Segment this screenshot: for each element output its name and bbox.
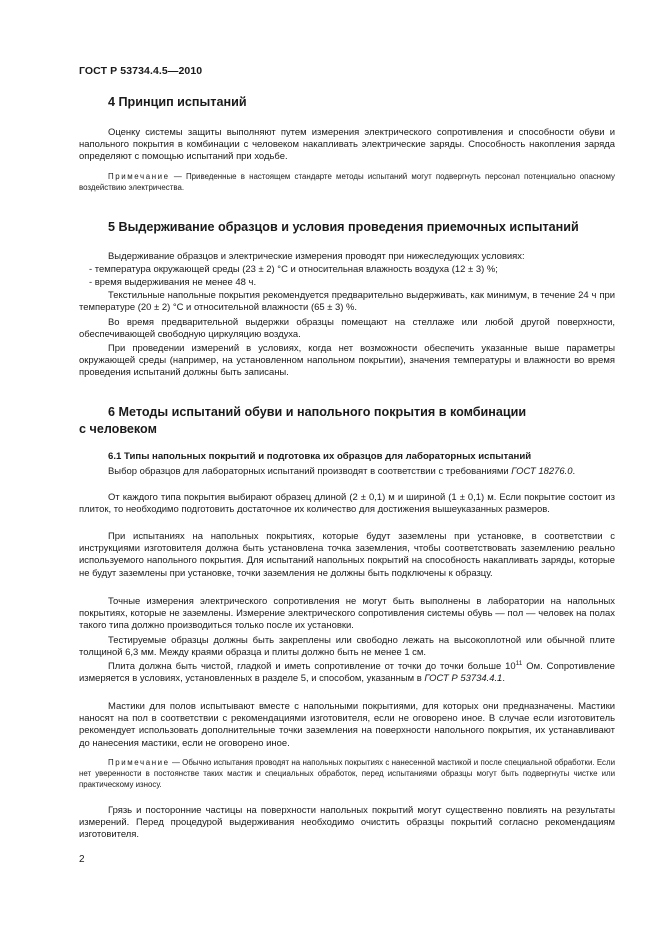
note-text: — Приведенные в настоящем стандарте методы испытаний могут подвергнуть персонал потенциально опасному воздействию электричества. <box>79 172 615 193</box>
section-5-paragraph-2: Текстильные напольные покрытия рекомендуется предварительно выдерживать, как минимум, в течение 24 ч при температуре (20 ± 2) °С и относительной влажности (65 ± 3) %. <box>79 290 615 314</box>
note-label: Примечание <box>108 172 170 181</box>
section-6-paragraph-4: Точные измерения электрического сопротивления не могут быть выполнены в лаборатории на напольных покрытиях, которые не заземлены. Измерение электрического сопротивления системы обувь — пол — человек на полах такого типа должно производиться только после их установки. <box>79 596 615 632</box>
section-4-note <box>79 171 615 193</box>
section-5-paragraph-4: При проведении измерений в условиях, когда нет возможности обеспечить указанные выше параметры окружающей среды (например, на установленном напольном покрытии), значения температуры и влажности во время проведения испытаний должны быть записаны. <box>79 343 615 379</box>
list-item-text: - температура окружающей среды (23 ± 2) °С и относительная влажность воздуха (12 ± 3) %; <box>89 264 498 275</box>
paragraph-text: Ом. Сопротивление измеряется в условиях, установленных в разделе 5, и способом, указанным в <box>79 661 616 685</box>
section-6-title-line-1: 6 Методы испытаний обуви и напольного покрытия в комбинации <box>108 405 527 419</box>
section-6-paragraph-1 <box>79 466 615 478</box>
standard-reference: ГОСТ 18276.0 <box>511 466 573 477</box>
paragraph-text: Плита должна быть чистой, гладкой и иметь сопротивление от точки до точки больше 10 <box>108 661 516 672</box>
section-5-paragraph-1: Выдерживание образцов и электрические измерения проводят при нижеследующих условиях: <box>108 251 525 262</box>
paragraph-text: Выбор образцов для лабораторных испытаний производят в соответствии с требованиями <box>108 466 512 477</box>
section-4-title: 4 Принцип испытаний <box>108 95 247 109</box>
section-4-paragraph: Оценку системы защиты выполняют путем измерения электрического сопротивления и способности обуви и напольного покрытия в комбинации с человеком накапливать электрические заряды. Способность накопления заряда определяют с помощью испытаний при ходьбе. <box>79 127 615 163</box>
note-label: Примечание <box>108 758 170 767</box>
section-6-paragraph-3: При испытаниях на напольных покрытиях, которые будут заземлены при установке, в соответствии с инструкциями изготовителя должна быть установлена точка заземления, чтобы соответствовать заземлению реально используемого напольного покрытия. Для испытаний напольных покрытий на способность накапливать заряды, которые не будут заземлены при установке, точки заземления не должны быть подключены к образцу. <box>79 531 615 579</box>
section-6-note <box>79 757 615 791</box>
section-6-paragraph-8: Грязь и посторонние частицы на поверхности напольных покрытий могут существенно повлиять на результаты измерений. Перед процедурой выдерживания необходимо очистить образцы покрытий согласно рекомендациям изготовителя. <box>79 805 615 841</box>
section-5-paragraph-3: Во время предварительной выдержки образцы помещают на стеллаже или любой другой поверхности, обеспечивающей свободную циркуляцию воздуха. <box>79 317 615 341</box>
section-6-title-line-2: с человеком <box>79 422 157 436</box>
section-5-list-item-2 <box>79 277 615 289</box>
section-6-paragraph-6 <box>79 661 615 685</box>
note-text: — Обычно испытания проводят на напольных покрытиях с нанесенной мастикой и после специальной обработки. Если нет уверенности в постоянстве таких мастик и специальных обработок, перед испытаниями образцы могут быть подвергнуты чистке или практическому износу. <box>79 758 615 790</box>
section-6-paragraph-5: Тестируемые образцы должны быть закреплены или свободно лежать на высокоплотной или обычной плите толщиной 6,3 мм. Между краями образца и плиты должно быть не менее 1 см. <box>79 635 615 659</box>
page-number: 2 <box>79 854 85 865</box>
exponent: 11 <box>515 659 523 667</box>
standard-reference: ГОСТ Р 53734.4.1 <box>424 673 503 685</box>
paragraph-text: . <box>502 673 505 685</box>
section-5-title: 5 Выдерживание образцов и условия проведения приемочных испытаний <box>108 220 579 234</box>
document-header: ГОСТ Р 53734.4.5—2010 <box>79 65 203 77</box>
list-item-text: - время выдерживания не менее 48 ч. <box>89 277 257 288</box>
section-5-list-item-1 <box>79 264 615 276</box>
section-6-paragraph-2: От каждого типа покрытия выбирают образец длиной (2 ± 0,1) м и шириной (1 ± 0,1) м. Если покрытие состоит из плиток, то необходимо подготовить достаточное их количество для достижения вышеуказанных размеров. <box>79 492 615 516</box>
section-6-paragraph-7: Мастики для полов испытывают вместе с напольными покрытиями, для которых они предназначены. Мастики наносят на пол в соответствии с рекомендациями изготовителя, если не оговорено иное. В случае если изготовитель рекомендует использовать дополнительные точки заземления на поверхности напольного покрытия, их устанавливают до нанесения мастики, если не оговорено иное. <box>79 701 615 749</box>
subsection-6-1-title: 6.1 Типы напольных покрытий и подготовка их образцов для лабораторных испытаний <box>108 451 532 462</box>
paragraph-text: . <box>572 466 576 477</box>
